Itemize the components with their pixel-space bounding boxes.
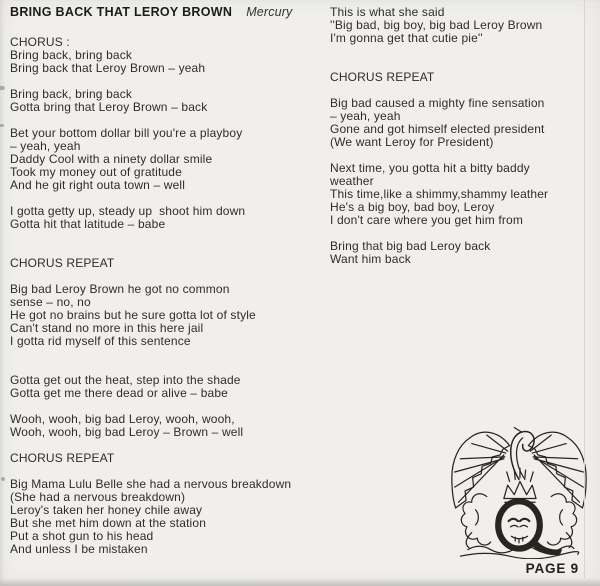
lyric-line: Wooh, wooh, big bad Leroy – Brown – well — [10, 425, 244, 439]
lyric-line: And unless I be mistaken — [10, 542, 148, 556]
lyric-line: (We want Leroy for President) — [330, 135, 494, 149]
lyric-line: Gotta get me there dead or alive – babe — [10, 386, 228, 400]
lyric-line: Bet your bottom dollar bill you're a playboy — [10, 126, 243, 140]
chorus-heading — [10, 257, 326, 270]
lyric-line: Bring back, bring back — [10, 87, 133, 101]
lyric-line: Big bad caused a mighty fine sensation — [330, 96, 545, 110]
lyric-stanza — [10, 88, 326, 114]
lyric-line: weather — [330, 174, 374, 188]
lyric-line: ''Big bad, big boy, big bad Leroy Brown — [330, 18, 543, 32]
lyric-line: Gotta bring that Leroy Brown – back — [10, 100, 208, 114]
scan-bottom-shadow — [0, 578, 600, 586]
lyric-line: Bring back, bring back — [10, 48, 133, 62]
lyric-line: I don't care where you get him from — [330, 213, 523, 227]
lyric-line: This is what she said — [330, 5, 445, 19]
lyric-line: CHORUS REPEAT — [330, 70, 435, 84]
lyric-line: Took my money out of gratitude — [10, 165, 182, 179]
lyric-stanza — [10, 127, 326, 192]
lyrics-column-left — [10, 6, 326, 556]
lyrics-blocks-right — [330, 6, 592, 266]
lyric-line: Bring back that Leroy Brown – yeah — [10, 61, 206, 75]
lyric-line: Big Mama Lulu Belle she had a nervous breakdown — [10, 477, 292, 491]
lyric-stanza — [10, 413, 326, 439]
chorus-heading — [10, 452, 326, 465]
lyric-stanza — [10, 36, 326, 75]
queen-crest-logo — [443, 419, 595, 559]
lyric-stanza — [10, 283, 326, 348]
scan-speck — [1, 477, 5, 481]
lyric-line: And he git right outa town – well — [10, 178, 186, 192]
lyric-line: Bring that big bad Leroy back — [330, 239, 491, 253]
lyric-line: He got no brains but he sure gotta lot of style — [10, 308, 256, 322]
lyric-line: – yeah, yeah — [10, 139, 81, 153]
page-number: PAGE 9 — [525, 561, 579, 576]
lyric-line: I'm gonna get that cutie pie'' — [330, 31, 483, 45]
lyric-line: I gotta getty up, steady up shoot him down — [10, 204, 246, 218]
lyric-stanza — [10, 478, 326, 556]
lyric-line: Leroy's taken her honey chile away — [10, 503, 203, 517]
lyric-stanza — [10, 374, 326, 400]
song-header — [10, 6, 326, 19]
lyric-line: Put a shot gun to his head — [10, 529, 154, 543]
scan-speck — [0, 86, 5, 90]
lyric-line: He's a big boy, bad boy, Leroy — [330, 200, 495, 214]
lyric-line: CHORUS REPEAT — [10, 451, 115, 465]
lyric-stanza — [330, 162, 592, 227]
lyric-stanza — [330, 6, 592, 45]
lyric-line: This time,like a shimmy,shammy leather — [330, 187, 549, 201]
chorus-heading — [330, 71, 592, 84]
lyric-line: Wooh, wooh, big bad Leroy, wooh, wooh, — [10, 412, 235, 426]
song-title: BRING BACK THAT LEROY BROWN — [10, 5, 233, 19]
lyric-line: CHORUS REPEAT — [10, 256, 115, 270]
lyric-stanza — [10, 205, 326, 231]
songwriter-credit: Mercury — [246, 5, 293, 19]
lyric-line: sense – no, no — [10, 295, 91, 309]
scan-speck — [0, 124, 4, 127]
lyric-line: But she met him down at the station — [10, 516, 207, 530]
lyrics-column-right — [330, 6, 592, 266]
lyric-line: – yeah, yeah — [330, 109, 401, 123]
lyric-line: Want him back — [330, 252, 411, 266]
page-fold-line — [584, 0, 585, 578]
lyric-line: Big bad Leroy Brown he got no common — [10, 282, 230, 296]
lyric-line: I gotta rid myself of this sentence — [10, 334, 191, 348]
lyric-stanza — [330, 240, 592, 266]
lyric-line: Gone and got himself elected president — [330, 122, 545, 136]
lyric-line: Gotta get out the heat, step into the shade — [10, 373, 241, 387]
lyric-line: Can't stand no more in this here jail — [10, 321, 204, 335]
lyric-line: Gotta hit that latitude – babe — [10, 217, 166, 231]
lyric-line: (She had a nervous breakdown) — [10, 490, 186, 504]
lyric-line: Next time, you gotta hit a bitty baddy — [330, 161, 530, 175]
lyric-line: Daddy Cool with a ninety dollar smile — [10, 152, 213, 166]
lyrics-blocks-left — [10, 36, 326, 556]
lyric-stanza — [330, 97, 592, 149]
lyric-line: CHORUS : — [10, 35, 70, 49]
